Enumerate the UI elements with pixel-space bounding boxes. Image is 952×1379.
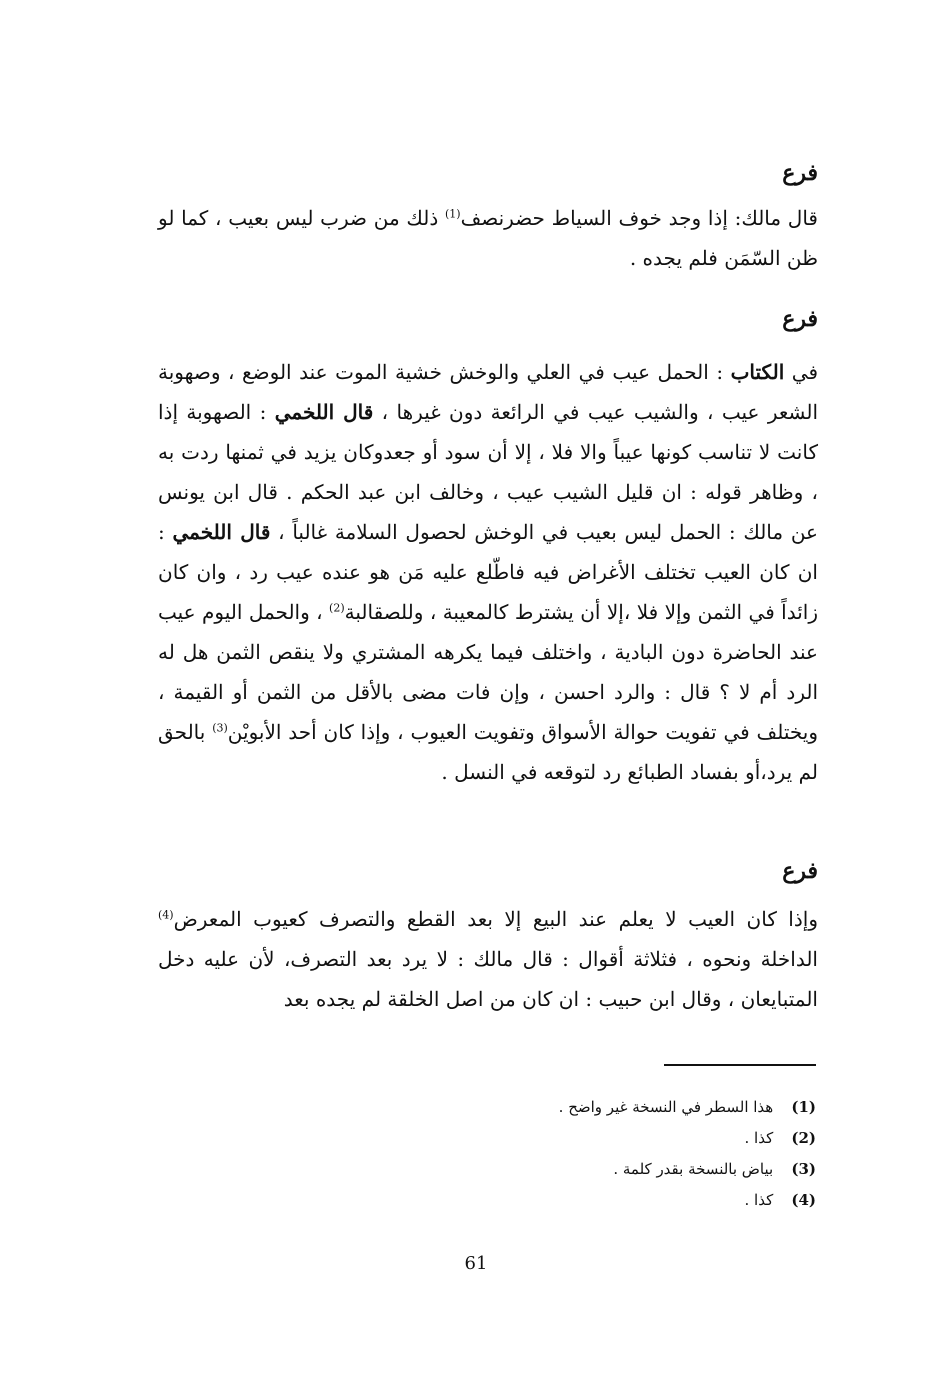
text-run: ، والحمل اليوم عيب عند الحاضرة دون البادية ، واختلف فيما يكرهه المشتري ولا ينقص الثمن هل له الرد أم لا ؟ قال : والرد احسن ، وإن فات مضى بالأقل من الثمن أو القيمة ، ويختلف في تفويت حوالة الأسواق وتفويت العيوب ، وإذا كان أحد الأبويْن [158,600,819,744]
bold-term: قال اللخمي [172,520,271,544]
text-run: : الصهوبة إذا كانت لا تناسب كونها عيباً والا فلا ، إلا أن سود أو جعدوكان يزيد في ثمنها ردت به ، وظاهر قوله : ان قليل الشيب عيب ، وخالف ابن عبد الحكم . قال ابن يونس عن مالك : الحمل ليس بعيب في الوخش لحصول السلامة غالباً ، [158,400,818,544]
bold-term: الكتاب [730,360,785,384]
text-run: بالحق لم يرد،أو بفساد الطبائع رد لتوقعه في النسل . [158,720,818,784]
section-heading-3: فرع [782,858,818,884]
footnote-ref: (3) [212,721,228,735]
paragraph-1 [158,198,818,278]
footnote-text: كذا . [744,1129,774,1147]
footnote-number: (1) [791,1098,816,1116]
footnote-ref: (2) [329,601,345,615]
footnote-4 [376,1185,816,1216]
footnote-text: هذا السطر في النسخة غير واضح . [558,1098,774,1116]
footnote-3 [376,1154,816,1185]
paragraph-2-text [158,352,818,792]
footnote-ref: (1) [444,207,461,221]
paragraph-1-text [158,198,818,278]
text-run: وإذا كان العيب لا يعلم عند البيع إلا بعد القطع والتصرف كعيوب المعرض [173,907,818,931]
footnote-1 [376,1092,816,1123]
footnote-number: (3) [791,1160,816,1178]
bold-term: قال اللخمي [274,400,374,424]
footnote-2 [376,1123,816,1154]
text-run: : الحمل عيب في العلي والوخش خشية الموت عند الوضع ، وصهوبة الشعر عيب ، والشيب عيب في الرائعة دون غيرها ، [158,360,819,424]
paragraph-3-text [158,899,818,1019]
text-run: قال مالك: إذا وجد خوف السياط حضرنصف [460,206,818,230]
page-number: 61 [464,1253,488,1274]
section-heading-1: فرع [782,160,818,186]
paragraph-3 [158,899,818,1019]
text-run: في [784,360,819,384]
footnote-text: بياض بالنسخة بقدر كلمة . [613,1160,774,1178]
text-run: : ان كان العيب تختلف الأغراض فيه فاطّلع عليه مَن هو عنده عيب رد ، وان كان زائداً في الثمن وإلا فلا ،إلا أن يشترط كالمعيبة ، وللصقالبة [158,520,818,624]
footnote-number: (4) [791,1191,816,1209]
section-heading-2: فرع [782,306,818,332]
text-run: ذلك من ضرب ليس بعيب ، كما لو ظن السّمَن فلم يجده . [158,206,818,270]
footnote-divider [664,1064,816,1066]
footnote-number: (2) [791,1129,816,1147]
footnotes [376,1092,816,1216]
footnote-ref: (4) [158,908,174,922]
text-run: الداخلة ونحوه ، فثلاثة أقوال : قال مالك : لا يرد بعد التصرف، لأن عليه دخل المتبايعان ، وقال ابن حبيب : ان كان من اصل الخلقة لم يجده بعد [158,947,818,1011]
footnote-text: كذا . [744,1191,774,1209]
paragraph-2 [158,352,818,792]
